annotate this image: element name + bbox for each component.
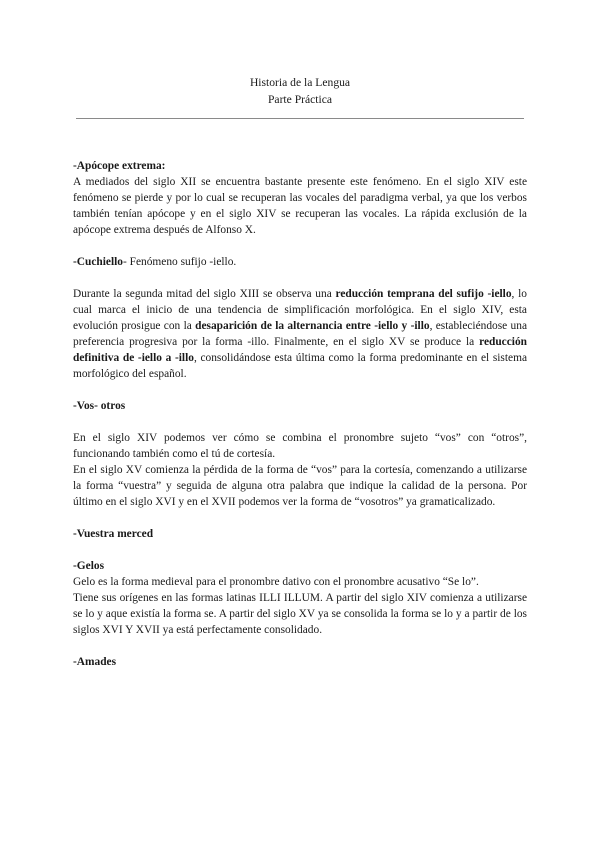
cuchiello-bold-3: reducción definitiva de -iello a -illo (73, 336, 527, 364)
cuchiello-bold-1: reducción temprana del sufijo -iello (335, 288, 512, 300)
cuchiello-heading-tail: - Fenómeno sufijo -iello. (123, 256, 237, 268)
section-text-gelos-2: Tiene sus orígenes en las formas latinas ILLI ILLUM. A partir del siglo XIV comienza a utilizarse se lo y aque existía la forma se. A partir del siglo XV ya se consolida la forma se lo y a partir de los siglos XVI Y XVII ya está perfectamente consolidado. (73, 592, 527, 636)
section-heading-gelos: -Gelos (73, 560, 105, 572)
section-text-gelos-1: Gelo es la forma medieval para el pronombre dativo con el pronombre acusativo “Se lo”. (73, 576, 479, 588)
document-header (0, 75, 600, 108)
section-heading-vosotros: -Vos- otros (73, 400, 126, 412)
cuchiello-text-1: Durante la segunda mitad del siglo XIII se observa una (73, 288, 336, 300)
section-heading-amades: -Amades (73, 656, 117, 668)
section-text-vosotros-2: En el siglo XV comienza la pérdida de la forma de “vos” para la cortesía, comenzando a utilizarse la forma “vuestra” y seguida de alguna otra palabra que indique la calidad de la persona. Por último en el siglo XVI y en el XVII podemos ver la forma de “vosotros” ya gramaticalizado. (73, 464, 527, 508)
cuchiello-heading-bold: -Cuchiello (73, 256, 123, 268)
section-heading-cuchiello (73, 254, 527, 270)
cuchiello-text-3: , estableciéndose una preferencia progresiva por la forma -illo. Finalmente, en el siglo XV se produce la (73, 320, 528, 348)
cuchiello-text-4: , consolidándose esta última como la forma predominante en el sistema morfológico del español. (73, 352, 527, 380)
section-heading-apocope: -Apócope extrema: (73, 160, 166, 172)
section-text-apocope: A mediados del siglo XII se encuentra bastante presente este fenómeno. En el siglo XIV este fenómeno se pierde y por lo cual se recuperan las vocales del paradigma verbal, ya que los verbos también tenían apócope y en el siglo XIV se recuperan las vocales. La rápida exclusión de la apócope extrema después de Alfonso X. (73, 176, 527, 236)
cuchiello-bold-2: desaparición de la alternancia entre -iello y -illo (195, 320, 430, 332)
header-divider (76, 118, 524, 119)
section-text-vosotros-1: En el siglo XIV podemos ver cómo se combina el pronombre sujeto “vos” con “otros”, funcionando también como el tú de cortesía. (73, 432, 527, 460)
document-subtitle: Parte Práctica (267, 92, 333, 106)
document-body (73, 158, 527, 670)
section-heading-vuestra-merced: -Vuestra merced (73, 528, 154, 540)
section-text-cuchiello (73, 286, 527, 382)
document-title: Historia de la Lengua (249, 76, 351, 89)
cuchiello-text-2: , lo cual marca el inicio de una tendencia de simplificación morfológica. En el siglo XIV, esta evolución prosigue con la (73, 288, 527, 332)
